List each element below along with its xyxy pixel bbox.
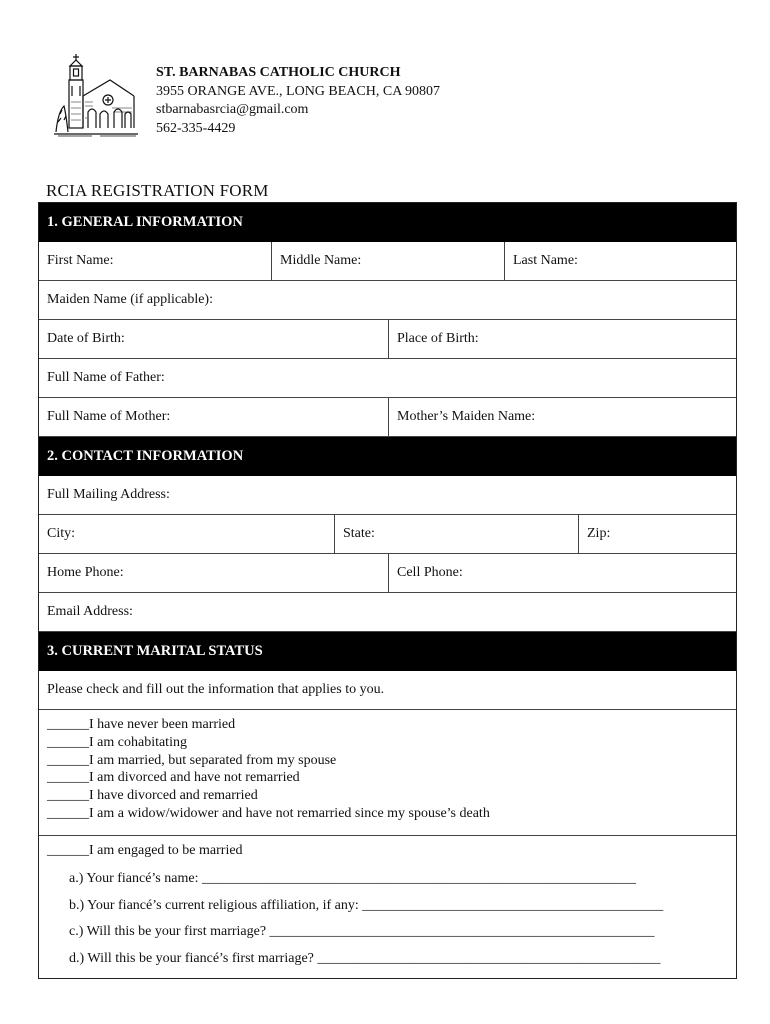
name-row (39, 242, 736, 281)
mother-name-field[interactable]: Full Name of Mother: (47, 409, 171, 424)
middle-name-field[interactable]: Middle Name: (271, 242, 504, 280)
registration-form (38, 202, 737, 979)
email-field[interactable]: Email Address: (47, 604, 133, 619)
mailing-address-row (39, 476, 736, 515)
father-name-field[interactable]: Full Name of Father: (47, 370, 165, 385)
section-marital-header: 3. CURRENT MARITAL STATUS (39, 632, 736, 671)
status-option-widowed[interactable]: ______I am a widow/widower and have not remarried since my spouse’s death (47, 805, 490, 821)
maiden-name-field[interactable]: Maiden Name (if applicable): (47, 292, 213, 307)
first-marriage-question[interactable]: c.) Will this be your first marriage? _______________________________________________________ (69, 924, 655, 939)
status-option-engaged[interactable]: ______I am engaged to be married (47, 843, 243, 858)
instruction-row (39, 671, 736, 710)
marital-status-options (39, 710, 736, 836)
maiden-name-row (39, 281, 736, 320)
section-contact-header: 2. CONTACT INFORMATION (39, 437, 736, 476)
church-email[interactable]: stbarnabasrcia@gmail.com (156, 102, 309, 117)
first-name-field[interactable]: First Name: (47, 253, 114, 268)
status-option-cohabitating[interactable]: ______I am cohabitating (47, 734, 187, 750)
date-of-birth-field[interactable]: Date of Birth: (47, 331, 125, 346)
church-logo (52, 52, 140, 138)
zip-field[interactable]: Zip: (578, 515, 736, 553)
marital-instruction: Please check and fill out the information that applies to you. (47, 682, 385, 697)
church-address: 3955 ORANGE AVE., LONG BEACH, CA 90807 (156, 83, 441, 99)
state-field[interactable]: State: (334, 515, 578, 553)
status-option-separated[interactable]: ______I am married, but separated from my spouse (47, 752, 337, 768)
cell-phone-field[interactable]: Cell Phone: (388, 554, 736, 592)
status-option-divorced[interactable]: ______I am divorced and have not remarried (47, 770, 300, 786)
city-state-zip-row (39, 515, 736, 554)
form-title: RCIA REGISTRATION FORM (46, 181, 269, 200)
church-name: ST. BARNABAS CATHOLIC CHURCH (156, 65, 401, 80)
phone-row (39, 554, 736, 593)
status-option-never-married[interactable]: ______I have never been married (47, 717, 236, 732)
birth-row (39, 320, 736, 359)
home-phone-field[interactable]: Home Phone: (47, 565, 124, 580)
city-field[interactable]: City: (47, 526, 76, 541)
engaged-block (39, 836, 736, 978)
fiance-religion-question[interactable]: b.) Your fiancé’s current religious affiliation, if any: ___________________________________________ (69, 897, 664, 913)
fiance-first-marriage-question[interactable]: d.) Will this be your fiancé’s first marriage? _________________________________________________ (69, 950, 661, 966)
mother-maiden-name-field[interactable]: Mother’s Maiden Name: (388, 398, 736, 436)
status-option-divorced-remarried[interactable]: ______I have divorced and remarried (47, 788, 258, 804)
email-row (39, 593, 736, 632)
last-name-field[interactable]: Last Name: (504, 242, 736, 280)
mailing-address-field[interactable]: Full Mailing Address: (47, 487, 170, 502)
section-general-header: 1. GENERAL INFORMATION (39, 203, 736, 242)
place-of-birth-field[interactable]: Place of Birth: (388, 320, 736, 358)
father-row (39, 359, 736, 398)
fiance-name-question[interactable]: a.) Your fiancé’s name: ______________________________________________________________ (69, 871, 636, 886)
church-info (156, 64, 440, 138)
church-phone: 562-335-4429 (156, 120, 236, 136)
mother-row (39, 398, 736, 437)
